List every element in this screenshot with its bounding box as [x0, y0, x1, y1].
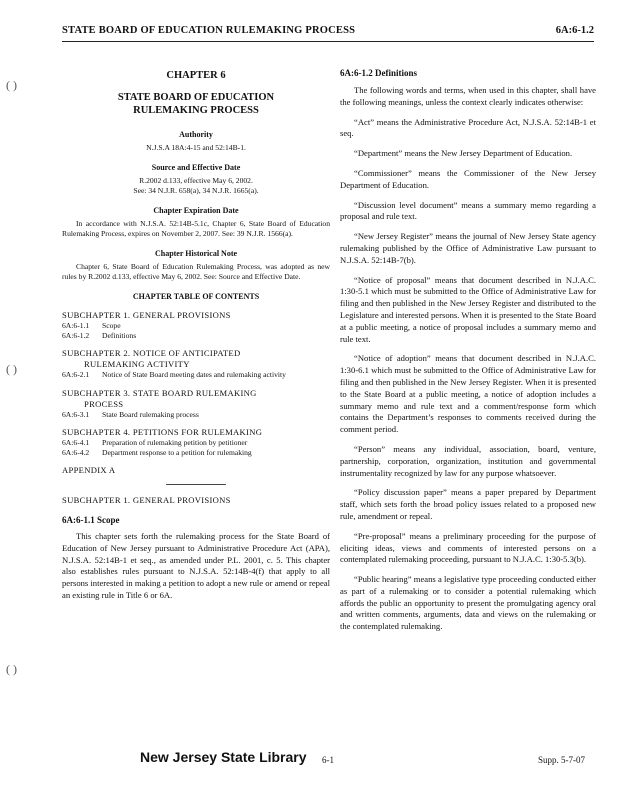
supplement-date: Supp. 5-7-07 [538, 755, 585, 765]
definition-notice-of-proposal: “Notice of proposal” means that document described in N.J.A.C. 1:30-5.1 which must be submitted to the Office of Administrative Law for filing and then published in the New Jersey Register and distributed to the Legislature and interested persons. When it is presented to the State Board at a public meeting, a notice of proposal includes a summary memo and rule text. [340, 274, 596, 344]
definitions-intro: The following words and terms, when used in this chapter, shall have the following meanings, unless the context clearly indicates otherwise: [340, 85, 596, 107]
binder-hole-mark: ( ) [6, 362, 17, 376]
toc-entry: 6A:6-3.1 State Board rulemaking process [62, 409, 199, 419]
page-number: 6-1 [322, 755, 334, 765]
left-column [62, 68, 330, 610]
history-label: Chapter Historical Note [154, 249, 238, 258]
toc-subchapter-3: SUBCHAPTER 3. STATE BOARD RULEMAKING [62, 387, 257, 398]
expiration-text: In accordance with N.J.S.A. 52:14B-5.1c, Chapter 6, State Board of Education Rulemaking Process, expires on November 2, 2007. See: 39 N.J.R. 1566(a). [62, 219, 330, 238]
toc-entry: 6A:6-1.1 Scope [62, 321, 121, 330]
running-header [62, 25, 594, 42]
binder-hole-mark: ( ) [6, 78, 17, 92]
history-text: Chapter 6, State Board of Education Rulemaking Process, was adopted as new rules by R.2002 d.133, effective May 6, 2002. See: Source and Effective Date. [62, 262, 330, 281]
toc-entry: 6A:6-1.2 Definitions [62, 330, 137, 340]
toc-subchapter-1: SUBCHAPTER 1. GENERAL PROVISIONS [62, 310, 231, 320]
definitions-heading: 6A:6-1.2 Definitions [340, 68, 417, 78]
chapter-title: STATE BOARD OF EDUCATION RULEMAKING PROCESS [117, 92, 275, 116]
scope-heading: 6A:6-1.1 Scope [62, 515, 120, 525]
expiration-label: Chapter Expiration Date [153, 206, 239, 215]
definition-public-hearing: “Public hearing” means a legislative type proceeding conducted either as part of a rulemaking or to consider a potential rulemaking which affords the public an opportunity to present the promulgating agency oral and written comments, arguments, data and views on the rulemaking or the contemplated rulemaking. [340, 574, 596, 632]
library-stamp: New Jersey State Library [140, 749, 307, 765]
source-label: Source and Effective Date [151, 163, 241, 172]
definition-discussion-level-document: “Discussion level document” means a summary memo regarding a proposal and rule text. [340, 199, 596, 222]
definition-department: “Department” means the New Jersey Department of Education. [354, 148, 573, 159]
source-line-1: R.2002 d.133, effective May 6, 2002. [139, 176, 253, 185]
toc-subchapter-2-cont: RULEMAKING ACTIVITY [84, 359, 190, 369]
definition-act: “Act” means the Administrative Procedure Act, N.J.S.A. 52:14B-1 et seq. [340, 116, 596, 139]
definition-person: “Person” means any individual, association, board, venture, partnership, corporation, organization, institution and governmental instrumentality recognized by law for any purpose whatsoever. [340, 443, 596, 478]
definition-pre-proposal: “Pre-proposal” means a preliminary proceeding for the purpose of eliciting ideas, views and comments of interested persons on a contemplated rulemaking proceeding, pursuant to N.J.A.C. 1:30-5.3(b). [340, 530, 596, 565]
toc-entry: 6A:6-2.1 Notice of State Board meeting dates and rulemaking activity [62, 370, 286, 379]
toc-subchapter-4: SUBCHAPTER 4. PETITIONS FOR RULEMAKING [62, 427, 263, 437]
header-title: STATE BOARD OF EDUCATION RULEMAKING PROCESS [62, 25, 356, 36]
scope-text: This chapter sets forth the rulemaking process for the State Board of Education of New Jersey pursuant to Administrative Procedure Act (APA), N.J.S.A. 52:14B-1 et seq., as amended under P.L. 2001, c. 5. This chapter also establishes rules pursuant to N.J.S.A. 52:14B-4(f) that apply to all persons interested in making a petition to adopt a new rule or amend or repeal an existing rule in Title 6 or 6A. [62, 531, 330, 600]
definition-commissioner: “Commissioner” means the Commissioner of the New Jersey Department of Education. [340, 167, 596, 190]
toc-entry: 6A:6-4.2 Department response to a petition for rulemaking [62, 447, 252, 457]
subchapter-1-heading: SUBCHAPTER 1. GENERAL PROVISIONS [62, 495, 231, 505]
header-code: 6A:6-1.2 [555, 25, 594, 36]
divider [166, 484, 226, 485]
toc-subchapter-2: SUBCHAPTER 2. NOTICE OF ANTICIPATED [62, 348, 241, 358]
right-column [340, 68, 596, 641]
toc-entry: 6A:6-4.1 Preparation of rulemaking petition by petitioner [62, 438, 248, 447]
toc-appendix: APPENDIX A [62, 465, 116, 475]
definition-notice-of-adoption: “Notice of adoption” means that document described in N.J.A.C. 1:30-6.1 which must be submitted to the Office of Administrative Law for filing and then published in the New Jersey Register. When it is presented to the State Board at a public meeting, a notice of adoption includes a summary memo and rule text and a comment/response form which contains the Department’s responses to comments received during the comment period. [340, 353, 596, 435]
source-line-2: See: 34 N.J.R. 658(a), 34 N.J.R. 1665(a). [133, 186, 259, 195]
authority-text: N.J.S.A 18A:4-15 and 52:14B-1. [146, 143, 246, 152]
definition-nj-register: “New Jersey Register” means the journal of New Jersey State agency rulemaking published by the Office of Administrative Law pursuant to N.J.S.A. 52:14B-7(b). [340, 231, 596, 265]
toc-label: CHAPTER TABLE OF CONTENTS [132, 292, 260, 301]
toc-subchapter-3-cont: PROCESS [84, 398, 124, 409]
authority-label: Authority [179, 130, 213, 139]
definition-policy-discussion-paper: “Policy discussion paper” means a paper prepared by Department staff, which sets forth the broad policy issues related to a proposed new rule, amendment or repeal. [340, 487, 596, 521]
chapter-number: CHAPTER 6 [166, 70, 226, 81]
binder-hole-mark: ( ) [6, 662, 17, 676]
